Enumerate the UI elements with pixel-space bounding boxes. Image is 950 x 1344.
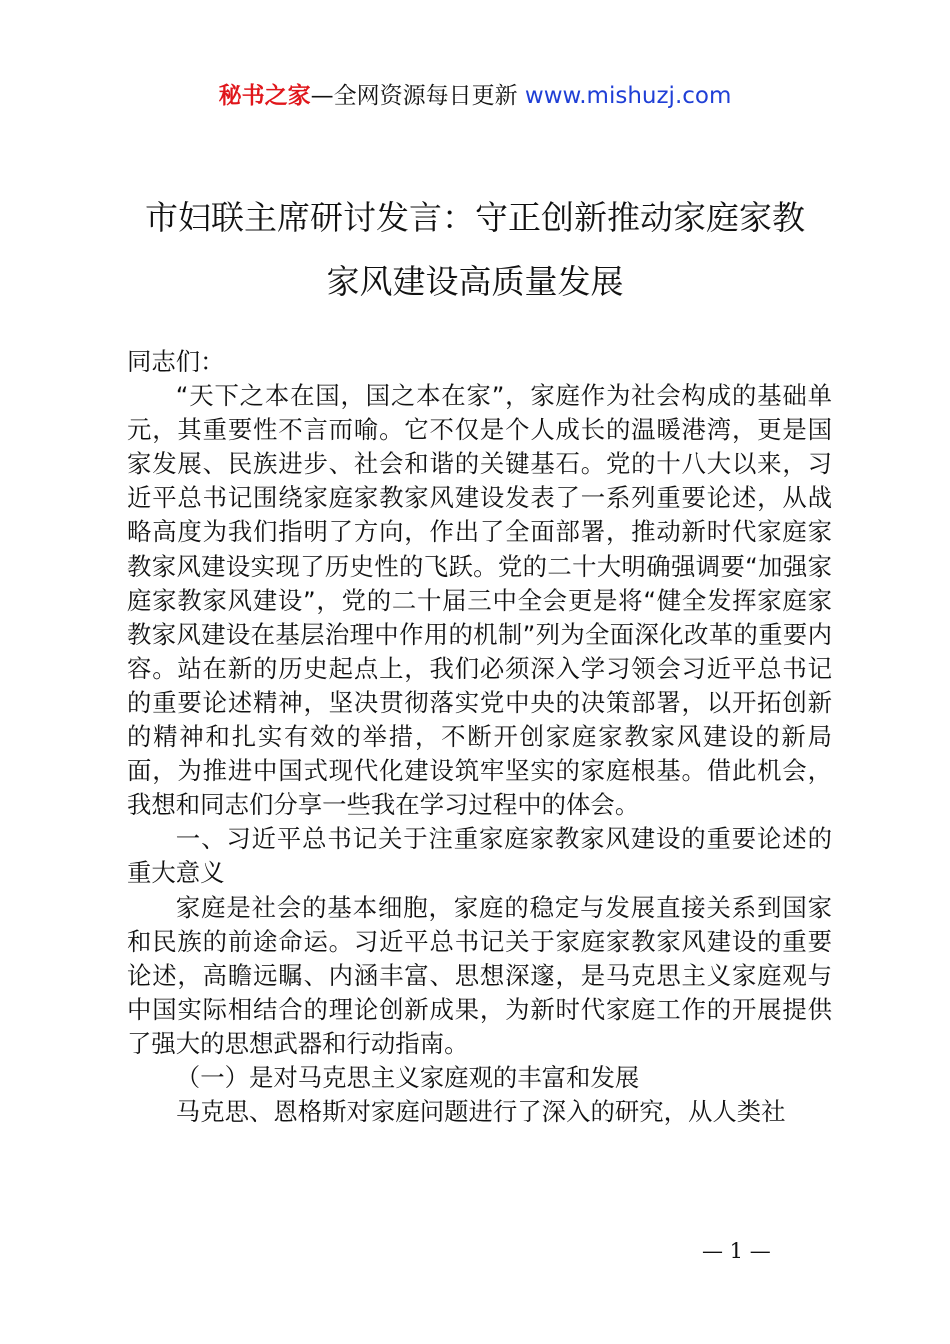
paragraph-intro: “天下之本在国，国之本在家”，家庭作为社会构成的基础单元，其重要性不言而喻。它不仅是个人成长的温暖港湾，更是国家发展、民族进步、社会和谐的关键基石。党的十八大以来，习近平总书记围绕家庭家教家风建设发表了一系列重要论述，从战略高度为我们指明了方向，作出了全面部署，推动新时代家庭家教家风建设实现了历史性的飞跃。党的二十大明确强调要“加强家庭家教家风建设”，党的二十届三中全会更是将“健全发挥家庭家教家风建设在基层治理中作用的机制”列为全面深化改革的重要内容。站在新的历史起点上，我们必须深入学习领会习近平总书记的重要论述精神，坚决贯彻落实党中央的决策部署，以开拓创新的精神和扎实有效的举措，不断开创家庭家教家风建设的新局面，为推进中国式现代化建设筑牢坚实的家庭根基。借此机会，我想和同志们分享一些我在学习过程中的体会。 <box>127 381 832 820</box>
title-line-2: 家风建设高质量发展 <box>326 262 624 301</box>
document-body <box>127 345 832 1129</box>
section-heading-1: 一、习近平总书记关于注重家庭家教家风建设的重要论述的重大意义 <box>127 824 832 888</box>
site-header <box>0 80 950 112</box>
brand-name: 秘书之家 <box>218 83 311 109</box>
site-url-link[interactable]: www.mishuzj.com <box>524 83 732 109</box>
title-line-1: 市妇联主席研讨发言：守正创新推动家庭家教 <box>145 198 805 237</box>
paragraph-subsection-1: 马克思、恩格斯对家庭问题进行了深入的研究，从人类社 <box>175 1097 786 1127</box>
subsection-heading-1: （一）是对马克思主义家庭观的丰富和发展 <box>175 1062 640 1092</box>
paragraph-section-1: 家庭是社会的基本细胞，家庭的稳定与发展直接关系到国家和民族的前途命运。习近平总书记关于家庭家教家风建设的重要论述，高瞻远瞩、内涵丰富、思想深邃，是马克思主义家庭观与中国实际相结合的理论创新成果，为新时代家庭工作的开展提供了强大的思想武器和行动指南。 <box>127 892 832 1058</box>
document-title <box>100 186 850 314</box>
page-number: — 1 — <box>702 1239 771 1263</box>
site-slogan: —全网资源每日更新 <box>310 83 525 109</box>
salutation: 同志们： <box>127 347 225 376</box>
